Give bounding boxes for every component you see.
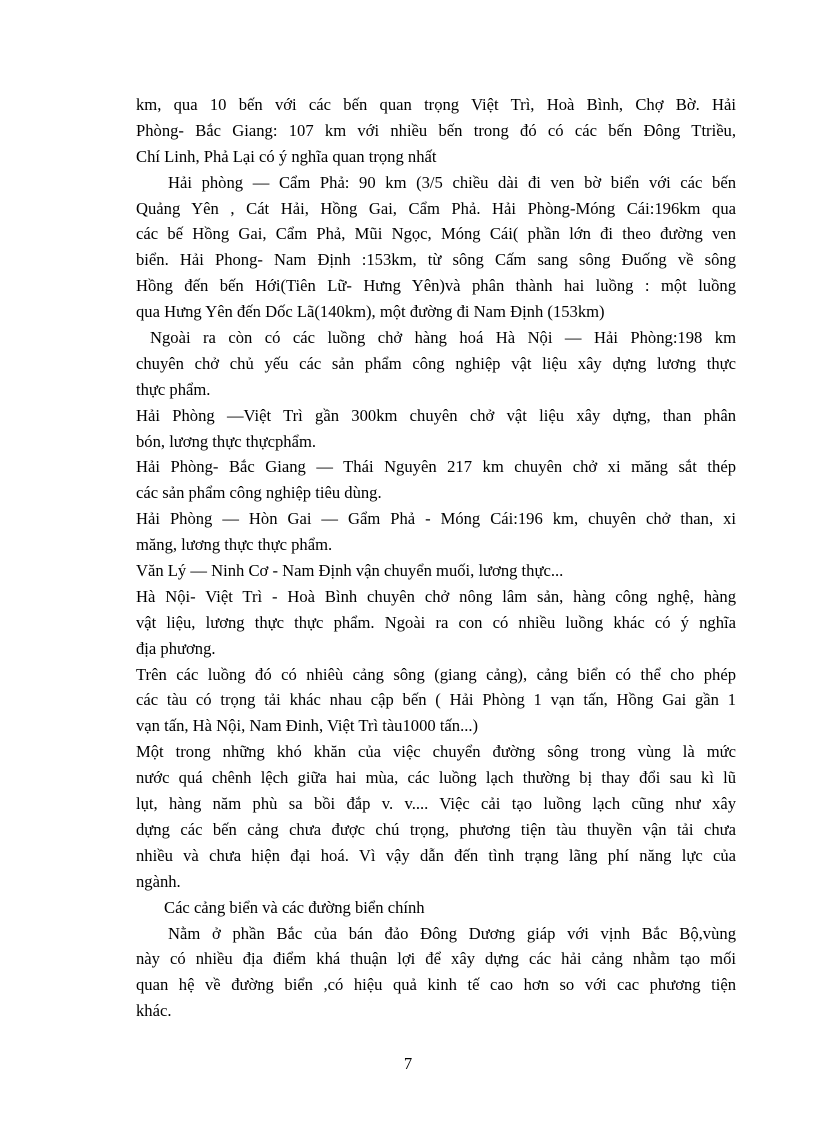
text-line: km, qua 10 bến với các bến quan trọng Việt Trì, Hoà Bình, Chợ Bờ. Hải xyxy=(136,95,736,114)
text-line: Hồng đến bến Hới(Tiên Lữ- Hưng Yên)và phân thành hai luồng : một luồng xyxy=(136,276,736,296)
text-line: Phòng- Bắc Giang: 107 km với nhiều bến trong đó có các bến Đông Ttriều, xyxy=(136,120,736,140)
text-line: nhiều và chưa hiện đại hoá. Vì vậy dẫn đến tình trạng lãng phí năng lực của xyxy=(136,845,736,865)
text-line: các sản phẩm công nghiệp tiêu dùng. xyxy=(136,483,382,503)
text-line: chuyên chở chủ yếu các sản phẩm công nghiệp vật liệu xây dựng lương thực xyxy=(136,353,736,373)
text-line: qua Hưng Yên đến Dốc Lã(140km), một đường đi Nam Định (153km) xyxy=(136,302,605,322)
text-line: Một trong những khó khăn của việc chuyển đường sông trong vùng là mức xyxy=(136,742,736,762)
text-line: bón, lương thực thựcphẩm. xyxy=(136,431,317,451)
text-line: địa phương. xyxy=(136,638,216,658)
text-line: này có nhiều địa điểm khá thuận lợi để xây dựng các hải cảng nhằm tạo mối xyxy=(136,949,736,969)
text-line: khác. xyxy=(136,1001,172,1021)
text-line: Hà Nội- Việt Trì - Hoà Bình chuyên chở nông lâm sản, hàng công nghệ, hàng xyxy=(136,586,736,606)
text-line: măng, lương thực thực phẩm. xyxy=(136,535,333,555)
text-line: Hải Phòng —Việt Trì gần 300km chuyên chở vật liệu xây dựng, than phân xyxy=(136,405,736,425)
text-line: Văn Lý — Ninh Cơ - Nam Định vận chuyển muối, lương thực... xyxy=(136,561,564,581)
body-text xyxy=(136,92,736,1024)
text-line: dựng các bến cảng chưa được chú trọng, phương tiện tàu thuyền vận tải chưa xyxy=(136,819,736,839)
text-line: vật liệu, lương thực thực phẩm. Ngoài ra con có nhiều luồng khác có ý nghĩa xyxy=(136,612,736,632)
text-line: Trên các luồng đó có nhiêù cảng sông (giang cảng), cảng biển có thể cho phép xyxy=(136,664,736,684)
text-line: ngành. xyxy=(136,871,181,891)
text-line: các bế Hồng Gai, Cẩm Phả, Mũi Ngọc, Móng Cái( phần lớn đi theo đường ven xyxy=(136,224,736,244)
page-number: 7 xyxy=(403,1054,413,1073)
text-line: nước quá chênh lệch giữa hai mùa, các luồng lạch thường bị thay đổi sau kì lũ xyxy=(136,768,736,788)
text-line: biển. Hải Phong- Nam Định :153km, từ sông Cấm sang sông Đuống về sông xyxy=(136,250,736,270)
section-heading: Các cảng biển và các đường biển chính xyxy=(164,897,425,917)
text-line: Hải phòng — Cẩm Phả: 90 km (3/5 chiều dài đi ven bờ biển với các bến xyxy=(168,172,736,192)
text-line: các tàu có trọng tải khác nhau cập bến ( Hải Phòng 1 vạn tấn, Hồng Gai gần 1 xyxy=(136,690,736,710)
text-line: quan hệ về đường biển ,có hiệu quả kinh tế cao hơn so với cac phương tiện xyxy=(136,975,736,995)
text-line: lụt, hàng năm phù sa bồi đắp v. v.... Việc cải tạo luồng lạch cũng như xây xyxy=(136,794,736,814)
text-line: Hải Phòng- Bắc Giang — Thái Nguyên 217 km chuyên chở xi măng sắt thép xyxy=(136,457,736,477)
text-line: Chí Linh, Phả Lại có ý nghĩa quan trọng nhất xyxy=(136,146,437,166)
text-line: Quảng Yên , Cát Hải, Hồng Gai, Cẩm Phả. Hải Phòng-Móng Cái:196km qua xyxy=(136,198,736,218)
text-line: Ngoài ra còn có các luồng chở hàng hoá Hà Nội — Hải Phòng:198 km xyxy=(150,328,736,348)
text-line: thực phẩm. xyxy=(136,379,211,399)
text-line: Hải Phòng — Hòn Gai — Gẩm Phả - Móng Cái:196 km, chuyên chở than, xi xyxy=(136,509,736,529)
text-line: Nằm ở phần Bắc của bán đảo Đông Dương giáp với vịnh Bắc Bộ,vùng xyxy=(168,923,736,943)
text-line: vạn tấn, Hà Nội, Nam Đinh, Việt Trì tàu1000 tấn...) xyxy=(136,716,479,736)
